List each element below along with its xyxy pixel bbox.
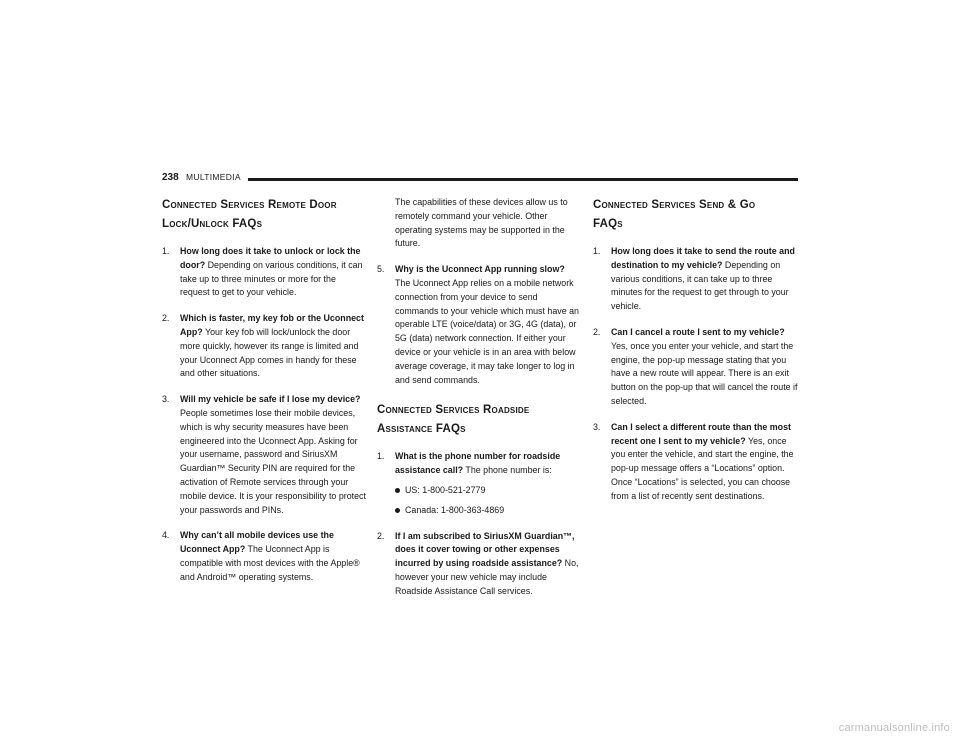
heading-roadside-faqs xyxy=(377,401,582,439)
faq-question: If I am subscribed to SiriusXM Guardian™, does it cover towing or other expenses incurred by using roadside assistance? xyxy=(395,530,575,569)
faq-answer: The Uconnect App is compatible with most devices with the Apple® and Android™ operating systems. xyxy=(180,544,360,582)
heading-line: Lock/Unlock FAQs xyxy=(162,218,263,230)
faq-answer: The phone number is: xyxy=(463,465,552,476)
faq-number: 5. xyxy=(377,264,385,275)
faq-number: 3. xyxy=(162,394,170,405)
faq-number: 2. xyxy=(593,326,601,337)
faq-question: Why is the Uconnect App running slow? xyxy=(395,264,565,275)
heading-line: Connected Services Send & Go xyxy=(593,199,756,211)
faq-number: 1. xyxy=(377,451,385,462)
heading-line: Assistance FAQs xyxy=(377,423,466,436)
faq-answer: People sometimes lose their mobile devices, which is why security measures have been engineered into the Uconnect App. Asking for your username, password and SiriusXM Guardian™ Security PIN are required for the activation of Remote services through your mobile device. It is your responsibility to protect your passwords and PINs. xyxy=(180,407,366,515)
column-1 xyxy=(162,196,367,597)
faq-item xyxy=(377,450,582,517)
watermark: carmanualsonline.info xyxy=(838,722,950,734)
column-2 xyxy=(377,196,582,611)
faq-item xyxy=(593,245,798,314)
faq-number: 3. xyxy=(593,421,601,432)
faq-number: 2. xyxy=(377,530,385,541)
faq-answer: Your key fob will lock/unlock the door more quickly, however its range is limited and your Uconnect App comes in handy for these and other situations. xyxy=(180,326,359,379)
heading-line: Connected Services Roadside xyxy=(377,404,530,417)
faq-answer: Yes, once you enter the vehicle, and start the engine, the pop-up message offers a “Locations” option. Once “Locations” is selected, you can choose from a list of recently sent destinations. xyxy=(611,435,794,501)
faq-item xyxy=(377,530,582,599)
faq-question: How long does it take to send the route and destination to my vehicle? xyxy=(611,246,795,270)
faq-answer: Depending on various conditions, it can take up to three minutes or more for the request to get to your vehicle. xyxy=(180,259,363,298)
heading-send-and-go-faqs xyxy=(593,196,798,234)
phone-us: US: 1-800-521-2779 xyxy=(395,484,582,498)
faq-question: Will my vehicle be safe if I lose my device? xyxy=(180,394,361,405)
faq-answer: Yes, once you enter your vehicle, and start the engine, the pop-up message stating that you have a new route will appear. There is an exit button on the pop-up that will cancel the route if selected. xyxy=(611,340,798,406)
faq-item xyxy=(593,326,798,409)
faq-answer: The Uconnect App relies on a mobile network connection from your device to send commands to your vehicle which must have an operable LTE (voice/data) or 3G, 4G (data), or 5G (data) network connection. If either your device or your vehicle is in an area with below average coverage, it may take longer to log in and send commands. xyxy=(395,277,579,385)
faq-question: Which is faster, my key fob or the Uconnect App? xyxy=(180,313,364,337)
faq-item xyxy=(162,529,367,584)
header-rule xyxy=(248,178,798,181)
faq-item xyxy=(162,245,367,300)
faq-question: Why can’t all mobile devices use the Uconnect App? xyxy=(180,530,334,555)
faq-number: 1. xyxy=(162,246,170,256)
faq-item xyxy=(162,393,367,517)
section-title: MULTIMEDIA xyxy=(186,172,241,182)
phone-canada: Canada: 1-800-363-4869 xyxy=(395,504,582,518)
faq-question: Can I cancel a route I sent to my vehicle? xyxy=(611,326,785,337)
faq-question: What is the phone number for roadside assistance call? xyxy=(395,451,561,476)
heading-line: Connected Services Remote Door xyxy=(162,199,337,211)
faq-question: Can I select a different route than the most recent one I sent to my vehicle? xyxy=(611,421,791,446)
heading-line: FAQs xyxy=(593,218,623,230)
faq-number: 2. xyxy=(162,313,170,324)
page-number: 238 xyxy=(162,172,179,183)
faq-answer: Depending on various conditions, it can take up to three minutes for the request to get through to your vehicle. xyxy=(611,259,789,312)
page-header xyxy=(162,172,798,186)
heading-remote-door-faqs xyxy=(162,196,367,234)
faq-question: How long does it take to unlock or lock the door? xyxy=(180,246,361,270)
faq-item xyxy=(593,421,798,504)
faq-item xyxy=(162,312,367,381)
faq-number: 1. xyxy=(593,246,601,256)
faq-item xyxy=(377,263,582,387)
column-3 xyxy=(593,196,798,516)
faq-number: 4. xyxy=(162,530,170,541)
phone-list xyxy=(395,484,582,518)
faq-answer: No, however your new vehicle may include Roadside Assistance Call services. xyxy=(395,558,579,596)
faq-continuation: The capabilities of these devices allow us to remotely command your vehicle. Other operating systems may be supported in the future. xyxy=(395,197,568,249)
